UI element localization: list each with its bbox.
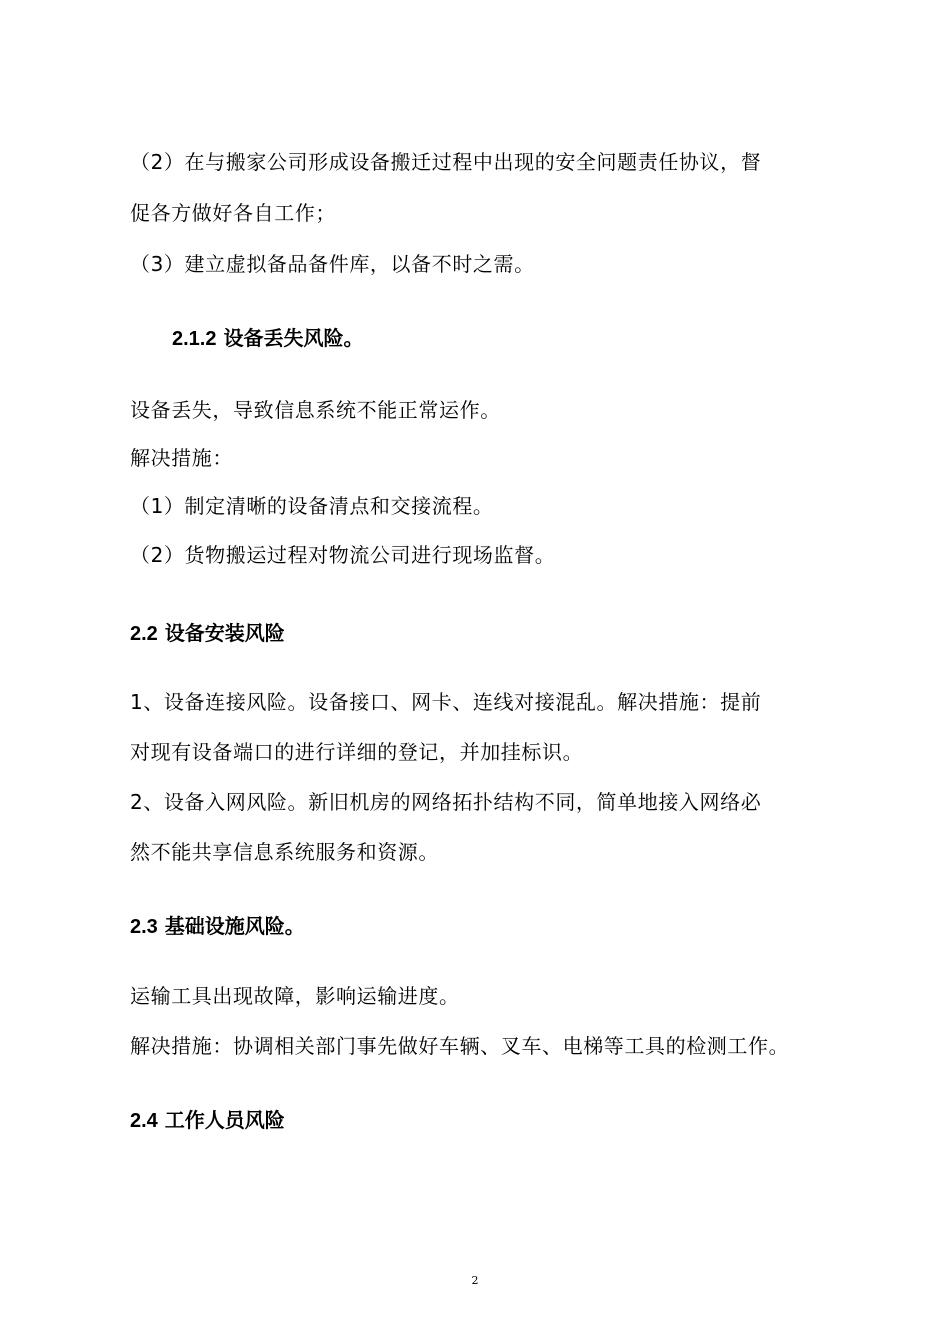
section-title: 设备安装风险 [164,621,285,645]
section-title: 设备丢失风险。 [223,326,364,350]
section-number: 2.4 [130,1110,158,1132]
section-heading-2-1-2 [172,324,363,353]
paragraph-line: 然不能共享信息系统服务和资源。 [130,840,439,864]
paragraph-line: （1）制定清晰的设备清点和交接流程。 [130,494,494,518]
section-heading-2-3 [130,912,305,941]
section-number: 2.3 [130,916,158,938]
paragraph-line: 运输工具出现故障，影响运输进度。 [130,984,460,1008]
paragraph-line: （2）在与搬家公司形成设备搬迁过程中出现的安全问题责任协议，督 [130,150,762,174]
section-title: 工作人员风险 [164,1108,285,1132]
section-number: 2.1.2 [172,328,217,350]
paragraph-line: 解决措施： [130,446,233,470]
paragraph-line: 1、设备连接风险。设备接口、网卡、连线对接混乱。解决措施：提前 [130,690,762,714]
paragraph-line: 2、设备入网风险。新旧机房的网络拓扑结构不同，简单地接入网络必 [130,790,762,814]
page-number: 2 [471,1274,479,1287]
section-heading-2-4 [130,1106,285,1135]
section-heading-2-2 [130,619,285,648]
paragraph-line: （3）建立虚拟备品备件库，以备不时之需。 [130,252,535,276]
paragraph-line: （2）货物搬运过程对物流公司进行现场监督。 [130,543,556,567]
paragraph-line: 解决措施：协调相关部门事先做好车辆、叉车、电梯等工具的检测工作。 [130,1034,790,1058]
paragraph-line: 设备丢失，导致信息系统不能正常运作。 [130,398,501,422]
paragraph-line: 对现有设备端口的进行详细的登记，并加挂标识。 [130,740,584,764]
paragraph-line: 促各方做好各自工作； [130,201,336,225]
section-title: 基础设施风险。 [164,914,305,938]
section-number: 2.2 [130,623,158,645]
